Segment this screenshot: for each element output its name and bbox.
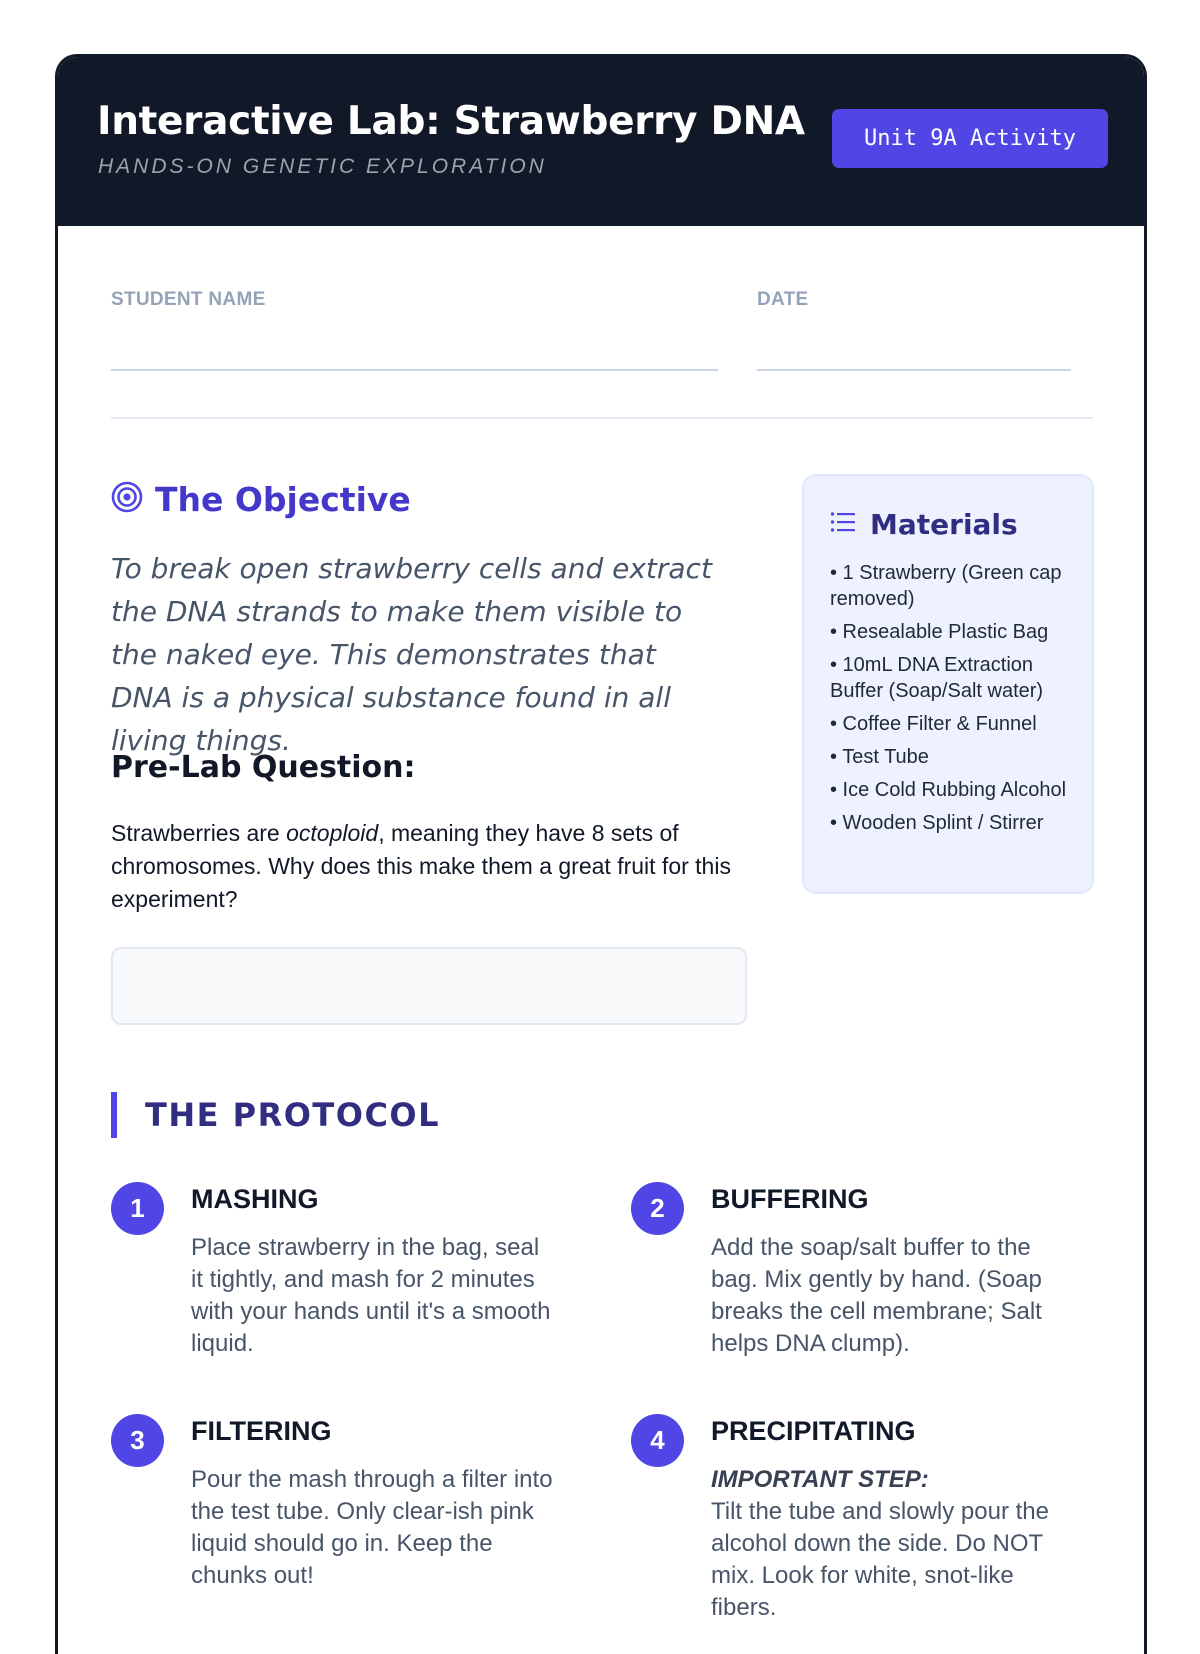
worksheet-header: [58, 57, 1144, 226]
list-icon: [830, 511, 856, 538]
date-label: DATE: [757, 289, 809, 310]
target-icon: [111, 481, 143, 518]
step-title: FILTERING: [191, 1416, 332, 1446]
step-number-badge: 3: [111, 1414, 164, 1467]
materials-list: [830, 560, 1082, 843]
date-input[interactable]: [757, 329, 1071, 371]
step-number-badge: 2: [631, 1182, 684, 1235]
materials-item: • Wooden Splint / Stirrer: [830, 812, 1044, 834]
prelab-heading: Pre-Lab Question:: [111, 750, 416, 785]
step-description: [191, 1232, 556, 1360]
prelab-question: [111, 817, 761, 916]
materials-item: • Test Tube: [830, 746, 929, 768]
protocol-heading: THE PROTOCOL: [145, 1096, 441, 1134]
prelab-question-end: , meaning they have 8 sets of chromosomes. Why does this make them a great fruit for this experiment?: [111, 820, 731, 912]
step-title: PRECIPITATING: [711, 1416, 916, 1446]
step-description: [711, 1464, 1076, 1624]
materials-heading-row: [830, 508, 1018, 541]
materials-item: • Coffee Filter & Funnel: [830, 713, 1037, 735]
step-title: MASHING: [191, 1184, 319, 1214]
prelab-question-emphasis: octoploid: [286, 820, 379, 846]
page-title: Interactive Lab: Strawberry DNA: [97, 99, 805, 144]
step-text: Place strawberry in the bag, seal it tightly, and mash for 2 minutes with your hands until it's a smooth liquid.: [191, 1234, 551, 1357]
materials-heading: Materials: [870, 508, 1018, 541]
unit-badge-button[interactable]: Unit 9A Activity: [832, 109, 1108, 168]
step-description: [711, 1232, 1076, 1360]
objective-heading-row: [111, 477, 411, 521]
materials-panel: [802, 474, 1094, 894]
step-important-note: IMPORTANT STEP:: [711, 1466, 929, 1493]
prelab-answer-input[interactable]: [111, 947, 747, 1025]
student-name-label: STUDENT NAME: [111, 289, 266, 310]
objective-heading: The Objective: [155, 479, 411, 519]
materials-item: • Ice Cold Rubbing Alcohol: [830, 779, 1067, 801]
step-text: Pour the mash through a filter into the test tube. Only clear-ish pink liquid should go in. Keep the chunks out!: [191, 1466, 553, 1589]
prelab-question-start: Strawberries are: [111, 820, 287, 846]
step-title: BUFFERING: [711, 1184, 869, 1214]
step-number-badge: 1: [111, 1182, 164, 1235]
page-subtitle: HANDS-ON GENETIC EXPLORATION: [98, 155, 547, 178]
protocol-heading-row: [111, 1092, 440, 1138]
materials-item: • 10mL DNA Extraction Buffer (Soap/Salt water): [830, 654, 1044, 702]
materials-item: • 1 Strawberry (Green cap removed): [830, 562, 1062, 610]
lab-worksheet-card: [55, 54, 1147, 1654]
section-divider: [111, 417, 1093, 419]
step-description: [191, 1464, 556, 1592]
materials-item: • Resealable Plastic Bag: [830, 621, 1049, 643]
step-number-badge: 4: [631, 1414, 684, 1467]
step-text: Add the soap/salt buffer to the bag. Mix gently by hand. (Soap breaks the cell membrane; Salt helps DNA clump).: [711, 1234, 1042, 1357]
objective-text: To break open strawberry cells and extract the DNA strands to make them visible to the naked eye. This demonstrates that DNA is a physical substance found in all living things.: [111, 552, 712, 757]
step-text: Tilt the tube and slowly pour the alcohol down the side. Do NOT mix. Look for white, snot-like fibers.: [711, 1498, 1049, 1621]
student-name-input[interactable]: [111, 329, 718, 371]
